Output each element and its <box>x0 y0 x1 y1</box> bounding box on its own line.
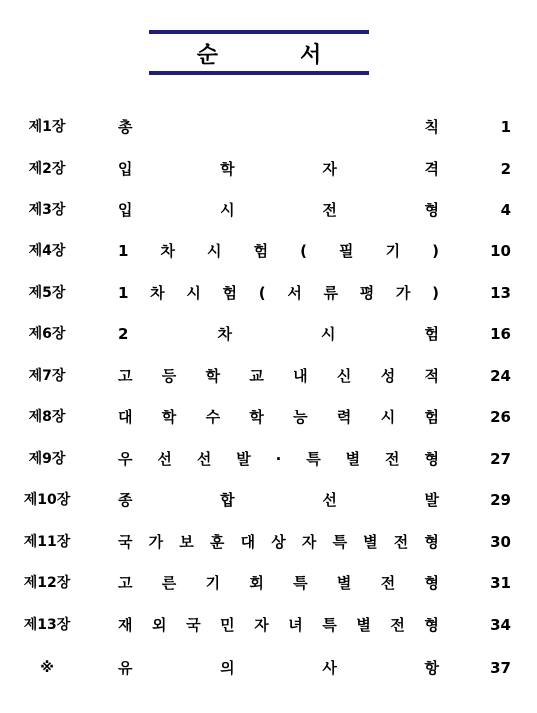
toc-chapter-number: ※ <box>40 660 54 676</box>
document-title-box <box>149 30 369 76</box>
toc-row <box>0 445 537 473</box>
toc-chapter-number: 제5장 <box>28 285 66 301</box>
toc-chapter-title: 대 학 수 학 능 력 시 험 <box>118 408 439 426</box>
toc-chapter-title: 유 의 사 항 <box>118 659 439 677</box>
toc-chapter-number: 제9장 <box>28 451 66 467</box>
toc-row <box>0 279 537 307</box>
toc-chapter-number: 제12장 <box>23 575 71 591</box>
title-bottom-rule <box>149 71 369 75</box>
toc-page-number: 13 <box>490 284 511 302</box>
toc-row <box>0 196 537 224</box>
toc-page-number: 4 <box>500 201 511 219</box>
title-second-char: 서 <box>300 42 322 68</box>
toc-chapter-number: 제1장 <box>28 119 66 135</box>
toc-row <box>0 403 537 431</box>
toc-chapter-number: 제11장 <box>23 534 71 550</box>
toc-chapter-title: 우 선 선 발 · 특 별 전 형 <box>118 450 439 468</box>
toc-row <box>0 569 537 597</box>
toc-chapter-title: 1 차 시 험 ( 필 기 ) <box>118 242 439 260</box>
toc-page-number: 24 <box>490 367 511 385</box>
toc-chapter-number: 제4장 <box>28 243 66 259</box>
toc-row <box>0 654 537 682</box>
toc-page-number: 16 <box>490 325 511 343</box>
toc-chapter-title: 고 등 학 교 내 신 성 적 <box>118 367 439 385</box>
toc-chapter-title: 2 차 시 험 <box>118 325 439 343</box>
toc-chapter-number: 제7장 <box>28 368 66 384</box>
toc-row <box>0 528 537 556</box>
toc-chapter-title: 고 른 기 회 특 별 전 형 <box>118 574 439 592</box>
toc-row <box>0 237 537 265</box>
toc-chapter-number: 제13장 <box>23 617 71 633</box>
title-first-char: 순 <box>196 42 218 68</box>
toc-page-number: 26 <box>490 408 511 426</box>
toc-chapter-title: 입 시 전 형 <box>118 201 439 219</box>
toc-chapter-title: 국 가 보 훈 대 상 자 특 별 전 형 <box>118 533 439 551</box>
toc-chapter-title: 1 차 시 험 ( 서 류 평 가 ) <box>118 284 439 302</box>
toc-page-number: 30 <box>490 533 511 551</box>
toc-row <box>0 362 537 390</box>
toc-page-number: 31 <box>490 574 511 592</box>
toc-row <box>0 486 537 514</box>
toc-chapter-number: 제10장 <box>23 492 71 508</box>
toc-chapter-number: 제2장 <box>28 161 66 177</box>
toc-chapter-title: 재 외 국 민 자 녀 특 별 전 형 <box>118 616 439 634</box>
toc-row <box>0 320 537 348</box>
toc-page-number: 37 <box>490 659 511 677</box>
title-top-rule <box>149 30 369 34</box>
toc-page-number: 27 <box>490 450 511 468</box>
toc-chapter-title: 종 합 선 발 <box>118 491 439 509</box>
toc-chapter-number: 제6장 <box>28 326 66 342</box>
toc-page-number: 34 <box>490 616 511 634</box>
toc-row <box>0 611 537 639</box>
toc-page-number: 29 <box>490 491 511 509</box>
toc-chapter-number: 제8장 <box>28 409 66 425</box>
document-title <box>149 37 369 69</box>
toc-page-number: 10 <box>490 242 511 260</box>
toc-chapter-number: 제3장 <box>28 202 66 218</box>
toc-row <box>0 155 537 183</box>
toc-chapter-title: 총 칙 <box>118 118 439 136</box>
toc-page-number: 2 <box>500 160 511 178</box>
toc-page-number: 1 <box>500 118 511 136</box>
toc-row <box>0 113 537 141</box>
toc-chapter-title: 입 학 자 격 <box>118 160 439 178</box>
